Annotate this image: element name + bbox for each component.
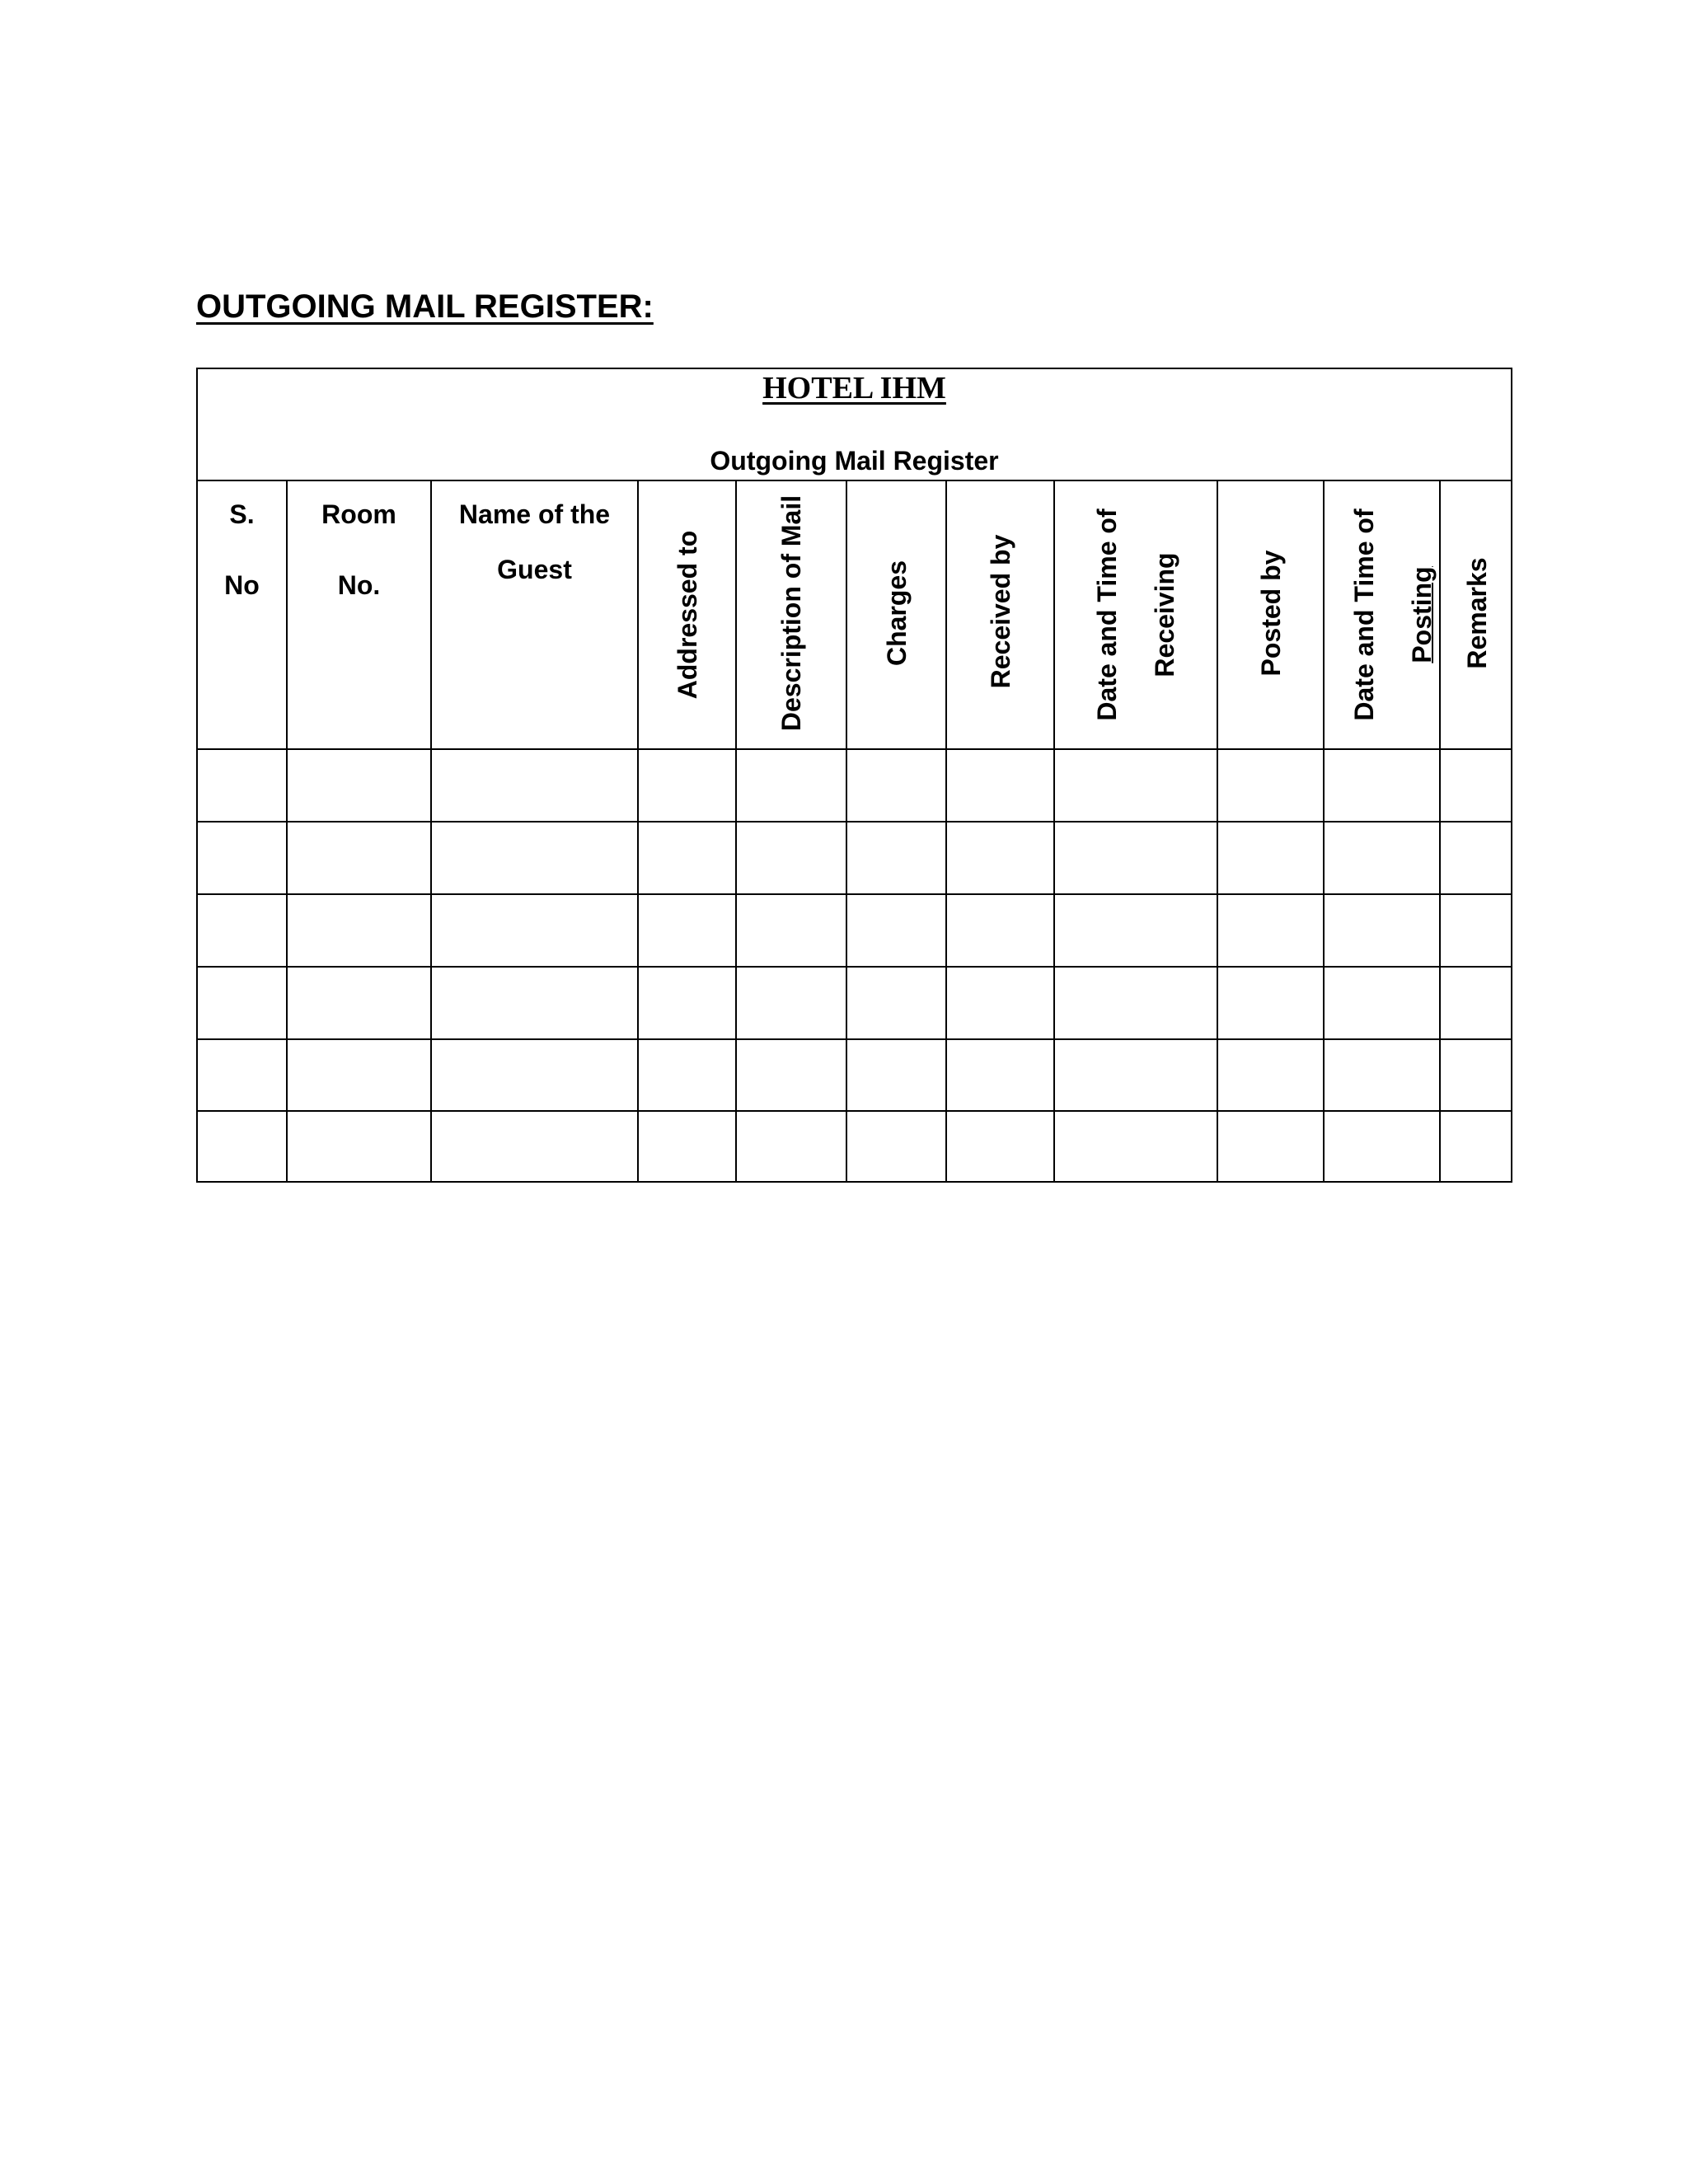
header-description-of-mail bbox=[737, 481, 846, 748]
table-cell bbox=[288, 750, 430, 821]
table-cell bbox=[1055, 1040, 1217, 1111]
header-date-time-receiving-line2: Receiving bbox=[1150, 552, 1179, 677]
hotel-name-text: HOTEL IHM bbox=[762, 371, 946, 405]
header-room-no bbox=[288, 481, 430, 748]
table-cell bbox=[847, 1040, 945, 1111]
table-cell bbox=[198, 1040, 286, 1111]
table-cell bbox=[432, 823, 637, 893]
header-date-time-posting-line2: Posting bbox=[1407, 566, 1437, 663]
table-cell bbox=[288, 823, 430, 893]
table-cell bbox=[288, 968, 430, 1038]
table-cell bbox=[639, 895, 735, 966]
table-cell bbox=[1325, 895, 1439, 966]
table-cell bbox=[639, 1040, 735, 1111]
header-charges-label: Charges bbox=[881, 560, 912, 667]
table-cell bbox=[1441, 750, 1511, 821]
table-cell bbox=[288, 895, 430, 966]
register-subtitle: Outgoing Mail Register bbox=[710, 446, 999, 476]
table-cell bbox=[947, 1112, 1053, 1183]
table-cell bbox=[639, 750, 735, 821]
table-cell bbox=[1218, 1040, 1323, 1111]
table-cell bbox=[198, 750, 286, 821]
table-cell bbox=[1218, 895, 1323, 966]
table-cell bbox=[1325, 1112, 1439, 1183]
header-date-time-posting-line1: Date and Time of bbox=[1349, 509, 1380, 721]
table-cell bbox=[847, 895, 945, 966]
table-cell bbox=[198, 1112, 286, 1183]
header-room-no-line2: No. bbox=[337, 570, 381, 600]
table-cell bbox=[737, 1112, 846, 1183]
table-cell bbox=[198, 968, 286, 1038]
header-remarks bbox=[1441, 481, 1512, 748]
header-charges bbox=[847, 481, 945, 748]
table-cell bbox=[1325, 823, 1439, 893]
header-addressed-to-label: Addressed to bbox=[672, 530, 702, 700]
table-cell bbox=[1218, 968, 1323, 1038]
table-cell bbox=[639, 823, 735, 893]
header-posted-by bbox=[1218, 481, 1323, 748]
table-cell bbox=[432, 750, 637, 821]
table-cell bbox=[1441, 823, 1511, 893]
header-posted-by-label: Posted by bbox=[1255, 550, 1286, 677]
header-s-no bbox=[198, 481, 286, 748]
register-title-block bbox=[198, 369, 1511, 481]
table-cell bbox=[198, 895, 286, 966]
page-heading: OUTGOING MAIL REGISTER: bbox=[196, 288, 654, 325]
table-cell bbox=[1441, 1040, 1511, 1111]
table-cell bbox=[847, 750, 945, 821]
table-cell bbox=[1055, 895, 1217, 966]
table-cell bbox=[1055, 1112, 1217, 1183]
table-cell bbox=[847, 968, 945, 1038]
table-cell bbox=[947, 895, 1053, 966]
table-cell bbox=[737, 895, 846, 966]
table-cell bbox=[847, 823, 945, 893]
table-cell bbox=[1055, 750, 1217, 821]
header-date-time-posting-label bbox=[1335, 509, 1451, 720]
header-s-no-line2: No bbox=[224, 570, 260, 600]
table-cell bbox=[432, 968, 637, 1038]
table-cell bbox=[737, 823, 846, 893]
header-addressed-to bbox=[639, 481, 735, 748]
table-cell bbox=[1325, 1040, 1439, 1111]
table-cell bbox=[947, 968, 1053, 1038]
table-cell bbox=[1441, 968, 1511, 1038]
table-cell bbox=[947, 1040, 1053, 1111]
table-cell bbox=[1218, 823, 1323, 893]
header-guest-name bbox=[432, 481, 637, 748]
table-cell bbox=[1055, 823, 1217, 893]
header-room-no-line1: Room bbox=[321, 499, 396, 529]
table-cell bbox=[432, 895, 637, 966]
table-cell bbox=[947, 750, 1053, 821]
header-description-label: Description of Mail bbox=[776, 494, 806, 732]
table-cell bbox=[639, 1112, 735, 1183]
header-date-time-receiving bbox=[1055, 481, 1217, 748]
outgoing-mail-register-table bbox=[196, 368, 1512, 1183]
table-cell bbox=[737, 750, 846, 821]
table-cell bbox=[1218, 1112, 1323, 1183]
table-cell bbox=[737, 1040, 846, 1111]
table-cell bbox=[432, 1112, 637, 1183]
table-cell bbox=[288, 1112, 430, 1183]
table-cell bbox=[947, 823, 1053, 893]
table-cell bbox=[1441, 895, 1511, 966]
header-s-no-line1: S. bbox=[229, 499, 255, 529]
table-cell bbox=[1325, 750, 1439, 821]
table-cell bbox=[639, 968, 735, 1038]
header-received-by-label: Received by bbox=[985, 534, 1015, 689]
header-guest-name-line2: Guest bbox=[497, 555, 572, 584]
table-cell bbox=[432, 1040, 637, 1111]
hotel-name bbox=[198, 369, 1511, 407]
table-cell bbox=[847, 1112, 945, 1183]
table-cell bbox=[1218, 750, 1323, 821]
header-remarks-label: Remarks bbox=[1461, 557, 1492, 669]
table-cell bbox=[1055, 968, 1217, 1038]
header-date-time-receiving-line1: Date and Time of bbox=[1092, 509, 1122, 721]
header-date-time-posting bbox=[1325, 481, 1439, 748]
header-date-time-receiving-label bbox=[1078, 509, 1193, 720]
header-guest-name-line1: Name of the bbox=[458, 499, 611, 529]
table-cell bbox=[198, 823, 286, 893]
table-cell bbox=[288, 1040, 430, 1111]
table-cell bbox=[737, 968, 846, 1038]
table-cell bbox=[1325, 968, 1439, 1038]
header-received-by bbox=[947, 481, 1053, 748]
table-cell bbox=[1441, 1112, 1511, 1183]
